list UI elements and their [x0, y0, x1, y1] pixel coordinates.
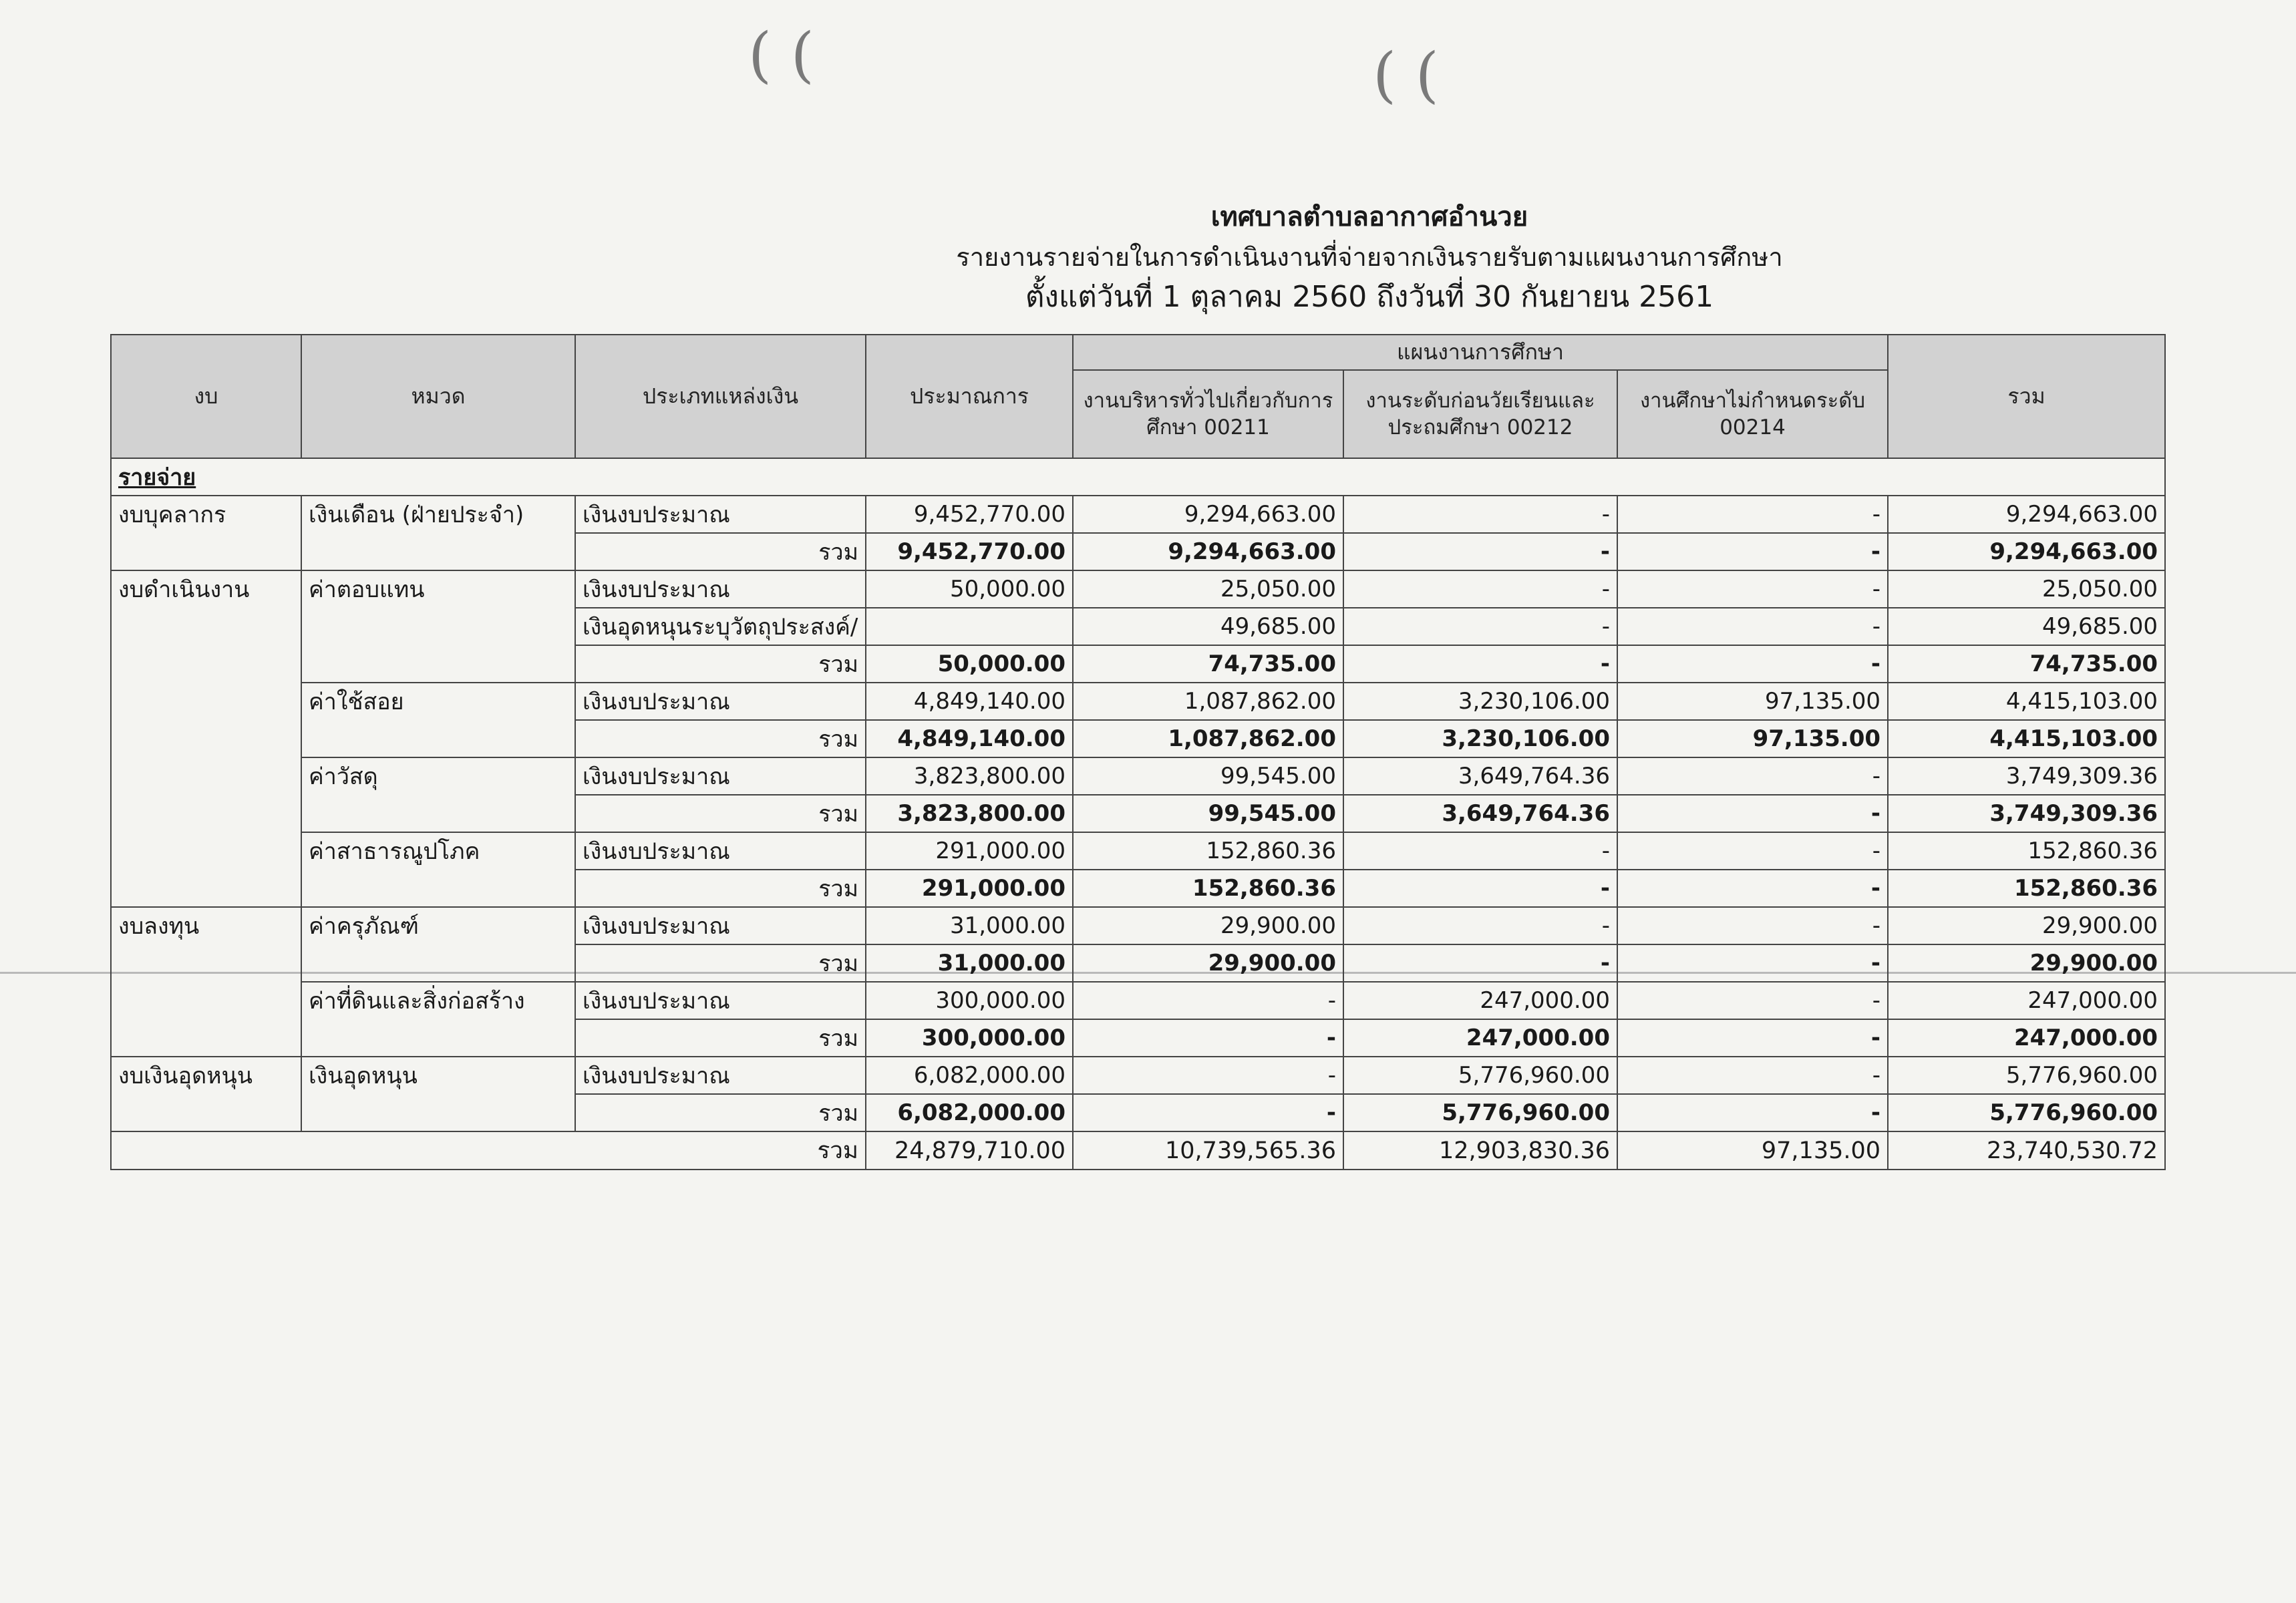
plan3-cell: - [1617, 757, 1888, 795]
estimate-cell: 31,000.00 [866, 907, 1073, 944]
total-cell: 3,749,309.36 [1888, 795, 2165, 832]
plan3-cell: - [1617, 982, 1888, 1019]
category-cell: ค่าครุภัณฑ์ [301, 907, 575, 982]
budget-cell: งบดำเนินงาน [111, 570, 301, 907]
table-row [111, 683, 2165, 720]
total-cell: 9,294,663.00 [1888, 496, 2165, 533]
plan2-cell: - [1343, 645, 1617, 683]
plan3-cell: 97,135.00 [1617, 683, 1888, 720]
estimate-cell: 4,849,140.00 [866, 683, 1073, 720]
subtotal-label: รวม [575, 533, 866, 570]
total-cell: 247,000.00 [1888, 1019, 2165, 1057]
total-cell: 9,294,663.00 [1888, 533, 2165, 570]
estimate-cell: 50,000.00 [866, 570, 1073, 608]
total-cell: 4,415,103.00 [1888, 720, 2165, 757]
total-cell: 3,749,309.36 [1888, 757, 2165, 795]
plan3-cell: - [1617, 832, 1888, 870]
subtotal-label: รวม [575, 870, 866, 907]
table-row [111, 1057, 2165, 1094]
plan2-cell: 3,649,764.36 [1343, 757, 1617, 795]
plan1-cell: 9,294,663.00 [1073, 533, 1343, 570]
table-row [111, 907, 2165, 944]
source-cell: เงินงบประมาณ [575, 757, 866, 795]
grand-total-row [111, 1131, 2165, 1170]
category-cell: ค่าที่ดินและสิ่งก่อสร้าง [301, 982, 575, 1057]
plan1-cell: 152,860.36 [1073, 870, 1343, 907]
category-cell: ค่าใช้สอย [301, 683, 575, 757]
total-cell: 25,050.00 [1888, 570, 2165, 608]
grand-total-label: รวม [111, 1131, 866, 1170]
section-row [111, 458, 2165, 496]
category-cell: ค่าตอบแทน [301, 570, 575, 683]
estimate-cell: 3,823,800.00 [866, 757, 1073, 795]
total-cell: 74,735.00 [1888, 645, 2165, 683]
grand-plan3: 97,135.00 [1617, 1131, 1888, 1170]
grand-plan2: 12,903,830.36 [1343, 1131, 1617, 1170]
estimate-cell: 291,000.00 [866, 870, 1073, 907]
grand-estimate: 24,879,710.00 [866, 1131, 1073, 1170]
plan3-cell: - [1617, 944, 1888, 982]
estimate-cell: 4,849,140.00 [866, 720, 1073, 757]
category-cell: เงินอุดหนุน [301, 1057, 575, 1131]
source-cell: เงินงบประมาณ [575, 570, 866, 608]
source-cell: เงินงบประมาณ [575, 1057, 866, 1094]
plan1-cell: 29,900.00 [1073, 907, 1343, 944]
subtotal-label: รวม [575, 1094, 866, 1131]
estimate-cell: 3,823,800.00 [866, 795, 1073, 832]
plan2-cell: - [1343, 608, 1617, 645]
plan2-cell: 247,000.00 [1343, 1019, 1617, 1057]
budget-cell: งบลงทุน [111, 907, 301, 1057]
plan1-cell: 1,087,862.00 [1073, 720, 1343, 757]
plan3-cell: - [1617, 1019, 1888, 1057]
plan1-cell: 49,685.00 [1073, 608, 1343, 645]
estimate-cell: 6,082,000.00 [866, 1094, 1073, 1131]
estimate-cell: 9,452,770.00 [866, 496, 1073, 533]
plan1-cell: 1,087,862.00 [1073, 683, 1343, 720]
budget-cell: งบเงินอุดหนุน [111, 1057, 301, 1131]
plan1-cell: - [1073, 1094, 1343, 1131]
plan3-cell: 97,135.00 [1617, 720, 1888, 757]
total-cell: 5,776,960.00 [1888, 1094, 2165, 1131]
plan1-cell: 99,545.00 [1073, 757, 1343, 795]
plan3-cell: - [1617, 1094, 1888, 1131]
total-cell: 29,900.00 [1888, 944, 2165, 982]
plan2-cell: - [1343, 907, 1617, 944]
plan3-cell: - [1617, 496, 1888, 533]
plan1-cell: 9,294,663.00 [1073, 496, 1343, 533]
plan2-cell: 3,230,106.00 [1343, 683, 1617, 720]
plan2-cell: 3,649,764.36 [1343, 795, 1617, 832]
plan3-cell: - [1617, 608, 1888, 645]
table-row [111, 982, 2165, 1019]
source-cell: เงินงบประมาณ [575, 683, 866, 720]
total-cell: 152,860.36 [1888, 832, 2165, 870]
report-title: รายงานรายจ่ายในการดำเนินงานที่จ่ายจากเงินรายรับตามแผนงานการศึกษา [956, 242, 1783, 272]
source-cell: เงินงบประมาณ [575, 982, 866, 1019]
table-row [111, 570, 2165, 608]
estimate-cell: 31,000.00 [866, 944, 1073, 982]
report-header [735, 197, 2004, 317]
col-plan2: งานระดับก่อนวัยเรียนและประถมศึกษา 00212 [1343, 370, 1617, 458]
plan2-cell: 5,776,960.00 [1343, 1094, 1617, 1131]
plan2-cell: 247,000.00 [1343, 982, 1617, 1019]
plan2-cell: - [1343, 496, 1617, 533]
scan-mark: ( ( [748, 20, 814, 90]
expense-table [110, 334, 2166, 1170]
plan3-cell: - [1617, 795, 1888, 832]
report-period: ตั้งแต่วันที่ 1 ตุลาคม 2560 ถึงวันที่ 30 กันยายน 2561 [1025, 280, 1714, 314]
estimate-cell: 300,000.00 [866, 1019, 1073, 1057]
subtotal-label: รวม [575, 795, 866, 832]
estimate-cell: 9,452,770.00 [866, 533, 1073, 570]
estimate-cell [866, 608, 1073, 645]
col-budget: งบ [111, 335, 301, 458]
estimate-cell: 291,000.00 [866, 832, 1073, 870]
table-row [111, 496, 2165, 533]
source-cell: เงินอุดหนุนระบุวัตถุประสงค์/ [575, 608, 866, 645]
estimate-cell: 50,000.00 [866, 645, 1073, 683]
budget-cell: งบบุคลากร [111, 496, 301, 570]
estimate-cell: 6,082,000.00 [866, 1057, 1073, 1094]
col-plan1: งานบริหารทั่วไปเกี่ยวกับการศึกษา 00211 [1073, 370, 1343, 458]
grand-total: 23,740,530.72 [1888, 1131, 2165, 1170]
table-row [111, 832, 2165, 870]
plan2-cell: 3,230,106.00 [1343, 720, 1617, 757]
subtotal-label: รวม [575, 645, 866, 683]
grand-plan1: 10,739,565.36 [1073, 1131, 1343, 1170]
total-cell: 152,860.36 [1888, 870, 2165, 907]
plan1-cell: 29,900.00 [1073, 944, 1343, 982]
source-cell: เงินงบประมาณ [575, 496, 866, 533]
plan2-cell: - [1343, 870, 1617, 907]
plan1-cell: - [1073, 1057, 1343, 1094]
plan3-cell: - [1617, 570, 1888, 608]
plan3-cell: - [1617, 870, 1888, 907]
section-label: รายจ่าย [118, 464, 196, 491]
plan1-cell: 152,860.36 [1073, 832, 1343, 870]
plan3-cell: - [1617, 645, 1888, 683]
plan1-cell: 74,735.00 [1073, 645, 1343, 683]
total-cell: 49,685.00 [1888, 608, 2165, 645]
plan2-cell: 5,776,960.00 [1343, 1057, 1617, 1094]
plan2-cell: - [1343, 832, 1617, 870]
category-cell: ค่าวัสดุ [301, 757, 575, 832]
plan1-cell: - [1073, 982, 1343, 1019]
source-cell: เงินงบประมาณ [575, 832, 866, 870]
scan-mark: ( ( [1373, 40, 1439, 110]
col-source: ประเภทแหล่งเงิน [575, 335, 866, 458]
subtotal-label: รวม [575, 720, 866, 757]
source-cell: เงินงบประมาณ [575, 907, 866, 944]
plan2-cell: - [1343, 533, 1617, 570]
plan1-cell: 25,050.00 [1073, 570, 1343, 608]
org-name: เทศบาลตำบลอากาศอำนวย [1210, 202, 1528, 232]
plan2-cell: - [1343, 944, 1617, 982]
plan2-cell: - [1343, 570, 1617, 608]
plan1-cell: 99,545.00 [1073, 795, 1343, 832]
plan3-cell: - [1617, 1057, 1888, 1094]
subtotal-label: รวม [575, 944, 866, 982]
total-cell: 4,415,103.00 [1888, 683, 2165, 720]
col-category: หมวด [301, 335, 575, 458]
col-plan-group: แผนงานการศึกษา [1073, 335, 1888, 370]
col-plan3: งานศึกษาไม่กำหนดระดับ 00214 [1617, 370, 1888, 458]
total-cell: 5,776,960.00 [1888, 1057, 2165, 1094]
total-cell: 29,900.00 [1888, 907, 2165, 944]
total-cell: 247,000.00 [1888, 982, 2165, 1019]
category-cell: ค่าสาธารณูปโภค [301, 832, 575, 907]
col-estimate: ประมาณการ [866, 335, 1073, 458]
estimate-cell: 300,000.00 [866, 982, 1073, 1019]
plan3-cell: - [1617, 907, 1888, 944]
category-cell: เงินเดือน (ฝ่ายประจำ) [301, 496, 575, 570]
subtotal-label: รวม [575, 1019, 866, 1057]
col-total: รวม [1888, 335, 2165, 458]
table-row [111, 757, 2165, 795]
plan3-cell: - [1617, 533, 1888, 570]
plan1-cell: - [1073, 1019, 1343, 1057]
